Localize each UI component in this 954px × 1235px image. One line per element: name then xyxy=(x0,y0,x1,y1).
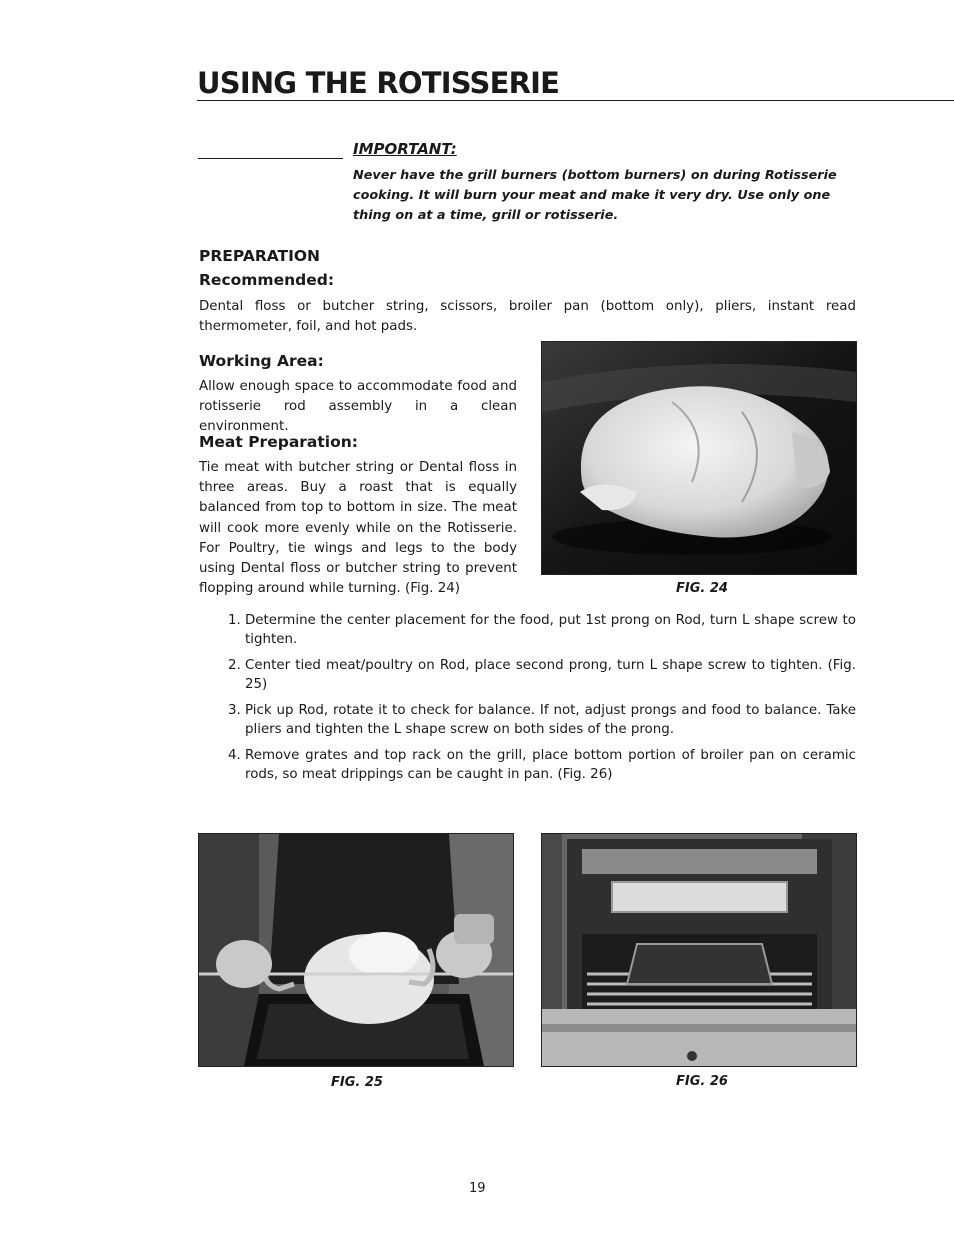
meat-preparation-heading: Meat Preparation: xyxy=(199,433,358,451)
fig-25-photo xyxy=(198,833,514,1067)
working-area-text: Allow enough space to accommodate food and rotisserie rod assembly in a clean environment. xyxy=(199,379,517,435)
fig-24-photo xyxy=(541,341,857,575)
page-title: USING THE ROTISSERIE xyxy=(197,66,954,101)
step-item: 1. Determine the center placement for the food, put 1st prong on Rod, turn L shape screw to tighten. xyxy=(228,613,856,647)
meat-preparation-text: Tie meat with butcher string or Dental floss in three areas. Buy a roast that is equally balanced from top to bottom in size. The meat will cook more evenly while on the Rotisserie. For Poultry, tie wings and legs to the body using Dental floss or butcher string to prevent flopping around while turning. (Fig. 24) xyxy=(199,460,517,597)
step-item: 3. Pick up Rod, rotate it to check for balance. If not, adjust prongs and food to balance. Take pliers and tighten the L shape screw on both sides of the prong. xyxy=(228,703,856,737)
step-item: 4. Remove grates and top rack on the grill, place bottom portion of broiler pan on ceramic rods, so meat drippings can be caught in pan. (Fig. 26) xyxy=(228,748,856,782)
step-item: 2. Center tied meat/poultry on Rod, place second prong, turn L shape screw to tighten. (Fig. 25) xyxy=(228,658,856,692)
chicken-on-pan-image xyxy=(542,342,856,574)
important-rule xyxy=(198,158,343,159)
preparation-heading: PREPARATION xyxy=(199,247,321,265)
steps-list xyxy=(199,612,856,792)
grill-broiler-pan-image xyxy=(542,834,856,1066)
fig-26-caption: FIG. 26 xyxy=(676,1074,728,1089)
important-heading: IMPORTANT: xyxy=(353,140,457,158)
page-number: 19 xyxy=(469,1181,486,1196)
working-area-heading: Working Area: xyxy=(199,352,324,370)
recommended-heading: Recommended: xyxy=(199,271,335,289)
important-text: Never have the grill burners (bottom burners) on during Rotisserie cooking. It will burn your meat and make it very dry. Use only one thing on at a time, grill or rotisserie. xyxy=(353,168,837,223)
fig-24-caption: FIG. 24 xyxy=(676,581,728,596)
fig-26-photo xyxy=(541,833,857,1067)
recommended-text: Dental floss or butcher string, scissors, broiler pan (bottom only), pliers, instant read thermometer, foil, and hot pads. xyxy=(199,299,856,335)
rod-assembly-image xyxy=(199,834,513,1066)
fig-25-caption: FIG. 25 xyxy=(331,1075,383,1090)
